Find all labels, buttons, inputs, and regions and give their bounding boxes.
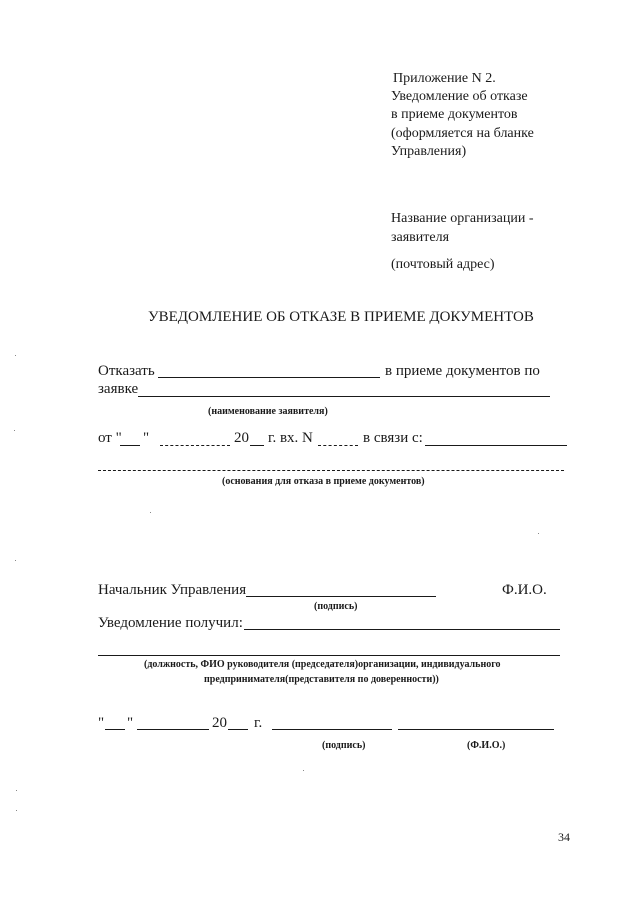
reason-full-blank [98,470,564,471]
reason-blank [425,445,567,446]
received-label: Уведомление получил: [98,615,243,631]
position-blank [98,655,560,656]
year-blank [250,445,264,446]
received-blank [244,629,560,630]
scan-speck [150,512,151,513]
bottom-fio-blank [398,729,554,730]
appendix-line-1: Приложение N 2. [393,71,496,86]
applicant-blank [158,377,380,378]
appendix-line-5: Управления) [391,144,467,159]
scan-speck [303,770,304,771]
bottom-date-open-quote: " [98,715,105,731]
bottom-date-day-blank [105,729,125,730]
year-prefix: 20 [234,430,249,446]
scan-speck [15,355,16,356]
appendix-line-4: (оформляется на бланке [391,126,534,141]
bottom-date-year-blank [228,729,248,730]
position-caption-line-1: (должность, ФИО руководителя (председателя)организации, индивидуального [144,659,501,670]
organization-name-line-1: Название организации - [391,211,534,226]
bottom-fio-caption: (Ф.И.О.) [467,740,506,751]
from-prefix: от " [98,430,122,446]
document-title: УВЕДОМЛЕНИЕ ОБ ОТКАЗЕ В ПРИЕМЕ ДОКУМЕНТОВ [148,309,534,325]
scan-speck [15,560,16,561]
incoming-number-blank [318,445,358,446]
head-label: Начальник Управления [98,582,247,598]
request-label: заявке [98,381,139,397]
bottom-signature-caption: (подпись) [322,740,366,751]
position-caption-line-2: предпринимателя(представителя по доверенности)) [204,674,439,685]
bottom-date-year: 20 [212,715,227,731]
organization-name-line-2: заявителя [391,230,450,245]
date-day-blank [120,445,140,446]
head-fio: Ф.И.О. [502,582,547,598]
scan-speck [16,790,17,791]
request-blank [138,396,550,397]
head-signature-blank [246,596,436,597]
postal-address: (почтовый адрес) [391,257,495,272]
reason-label: в связи с: [363,430,423,446]
page-number: 34 [558,830,570,844]
bottom-date-month-blank [137,729,209,730]
date-month-blank [160,445,230,446]
scan-speck [14,430,15,431]
refuse-label: Отказать [98,363,155,379]
from-quote-close: " [143,430,150,446]
refuse-suffix: в приеме документов по [385,363,540,379]
appendix-line-3: в приеме документов [391,107,518,122]
appendix-line-2: Уведомление об отказе [391,89,528,104]
applicant-caption: (наименование заявителя) [208,406,328,417]
scan-speck [16,810,17,811]
bottom-date-year-suffix: г. [254,715,263,731]
reason-caption: (основания для отказа в приеме документов) [222,476,425,487]
incoming-number-label: г. вх. N [268,430,313,446]
scan-speck [538,533,539,534]
bottom-date-close-quote: " [127,715,134,731]
bottom-signature-blank [272,729,392,730]
head-signature-caption: (подпись) [314,601,358,612]
